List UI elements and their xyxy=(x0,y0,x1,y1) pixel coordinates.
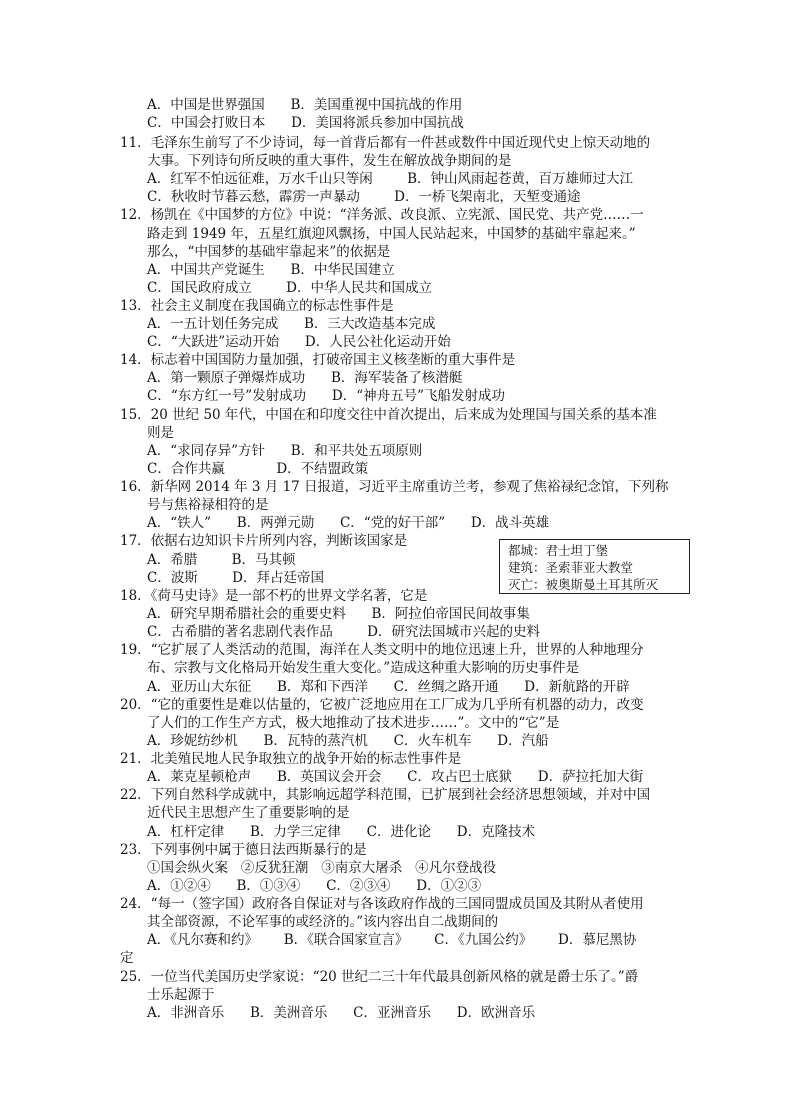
q15-stem-1: 15．20 世纪 50 年代，中国在和印度交往中首次提出，后来成为处理国与国关系的基本准 xyxy=(120,407,657,423)
q12-stem-2: 路走到 1949 年，五星红旗迎风飘扬，中国人民站起来，中国梦的基础牢靠起来。” xyxy=(147,226,636,242)
q25-stem-2: 士乐起源于 xyxy=(147,987,215,1003)
q25-stem-1: 25．一位当代美国历史学家说：“20 世纪二三十年代最具创新风格的就是爵士乐了。”爵 xyxy=(120,969,639,985)
q21-options-1: A．莱克星顿枪声 B．英国议会开会 C．攻占巴士底狱 D．萨拉托加大街 xyxy=(147,769,644,785)
q24-options-2: 定 xyxy=(120,950,134,966)
q17-options-2: C．波斯 D．拜占廷帝国 xyxy=(147,570,324,586)
q16-stem-2: 号与焦裕禄相符的是 xyxy=(147,497,269,513)
q10-options-1: A．中国是世界强国 B．美国重视中国抗战的作用 xyxy=(147,97,463,113)
q23-stem-2: ①国会纵火案 ②反犹狂潮 ③南京大屠杀 ④凡尔登战役 xyxy=(147,860,497,876)
q23-options-1: A．①②④ B．①③④ C．②③④ D．①②③ xyxy=(147,878,482,894)
q18-stem-1: 18．《荷马史诗》是一部不朽的世界文学名著，它是 xyxy=(120,588,428,604)
q12-stem-3: 那么，“中国梦的基础牢靠起来”的依据是 xyxy=(147,244,391,260)
q11-options-1: A．红军不怕远征难，万水千山只等闲 B．钟山风雨起苍黄，百万雄师过大江 xyxy=(147,171,633,187)
q11-stem-2: 大事。下列诗句所反映的重大事件，发生在解放战争期间的是 xyxy=(147,153,512,169)
q24-stem-1: 24．“每一（签字国）政府各自保证对与各该政府作战的三国同盟成员国及其附从者使用 xyxy=(120,896,644,912)
q22-stem-2: 近代民主思想产生了重要影响的是 xyxy=(147,805,350,821)
q15-options-2: C．合作共赢 D．不结盟政策 xyxy=(147,461,369,477)
card-architecture: 建筑：圣索菲亚大教堂 xyxy=(508,560,634,575)
q13-options-2: C．“大跃进”运动开始 D．人民公社化运动开始 xyxy=(147,334,451,350)
q12-stem-1: 12．杨凯在《中国梦的方位》中说：“洋务派、改良派、立宪派、国民党、共产党……一 xyxy=(120,207,644,223)
q19-stem-2: 布、宗教与文化格局开始发生重大变化。”造成这种重大影响的历史事件是 xyxy=(147,660,580,676)
knowledge-card xyxy=(499,539,690,594)
q15-stem-2: 则是 xyxy=(147,425,174,441)
q18-options-2: C．古希腊的著名悲剧代表作品 D．研究法国城市兴起的史料 xyxy=(147,624,540,640)
card-capital: 都城：君士坦丁堡 xyxy=(508,543,609,558)
q20-stem-2: 了人们的工作生产方式，极大地推动了技术进步……”。文中的“它”是 xyxy=(147,715,560,731)
q23-stem-1: 23．下列事例中属于德日法西斯暴行的是 xyxy=(120,842,367,858)
q17-stem-1: 17．依据右边知识卡片所列内容，判断该国家是 xyxy=(120,533,408,549)
q20-stem-1: 20．“它的重要性是难以估量的，它被广泛地应用在工厂成为几乎所有机器的动力，改变 xyxy=(120,697,644,713)
q11-stem-1: 11．毛泽东生前写了不少诗词，每一首背后都有一件甚或数件中国近现代史上惊天动地的 xyxy=(120,135,651,151)
q21-stem-1: 21．北美殖民地人民争取独立的战争开始的标志性事件是 xyxy=(120,751,462,767)
q13-stem-1: 13．社会主义制度在我国确立的标志性事件是 xyxy=(120,298,394,314)
q24-options-1: A．《凡尔赛和约》 B．《联合国家宣言》 C．《九国公约》 D．慕尼黑协 xyxy=(147,932,637,948)
q10-options-2: C．中国会打败日本 D．美国将派兵参加中国抗战 xyxy=(147,115,464,131)
q20-options-1: A．珍妮纺纱机 B．瓦特的蒸汽机 C．火车机车 D．汽船 xyxy=(147,733,549,749)
q15-options-1: A．“求同存异”方针 B．和平共处五项原则 xyxy=(147,443,423,459)
q14-options-1: A．第一颗原子弹爆炸成功 B．海军装备了核潜艇 xyxy=(147,370,463,386)
q25-options-1: A．非洲音乐 B．美洲音乐 C．亚洲音乐 D．欧洲音乐 xyxy=(147,1005,536,1021)
q22-options-1: A．杠杆定律 B．力学三定律 C．进化论 D．克隆技术 xyxy=(147,824,536,840)
q13-options-1: A．一五计划任务完成 B．三大改造基本完成 xyxy=(147,316,436,332)
card-fall: 灭亡：被奥斯曼土耳其所灭 xyxy=(508,577,659,592)
q16-options-1: A．“铁人” B．两弹元勋 C．“党的好干部” D．战斗英雄 xyxy=(147,515,550,531)
q16-stem-1: 16．新华网 2014 年 3 月 17 日报道，习近平主席重访兰考，参观了焦裕禄纪念馆，下列称 xyxy=(120,479,669,495)
q19-options-1: A．亚历山大东征 B．郑和下西洋 C．丝绸之路开通 D．新航路的开辟 xyxy=(147,679,630,695)
q19-stem-1: 19．“它扩展了人类活动的范围，海洋在人类文明中的地位迅速上升，世界的人种地理分 xyxy=(120,642,644,658)
q12-options-1: A．中国共产党诞生 B．中华民国建立 xyxy=(147,262,395,278)
q14-stem-1: 14．标志着中国国防力量加强，打破帝国主义核垄断的重大事件是 xyxy=(120,352,516,368)
q14-options-2: C．“东方红一号”发射成功 D．“神舟五号”飞船发射成功 xyxy=(147,388,506,404)
q11-options-2: C．秋收时节暮云愁，霹雳一声暴动 D．一桥飞架南北，天堑变通途 xyxy=(147,189,581,205)
q24-stem-2: 其全部资源，不论军事的或经济的。”该内容出自二战期间的 xyxy=(147,914,499,930)
q12-options-2: C．国民政府成立 D．中华人民共和国成立 xyxy=(147,280,432,296)
q17-options-1: A．希腊 B．马其顿 xyxy=(147,552,296,568)
q18-options-1: A．研究早期希腊社会的重要史料 B．阿拉伯帝国民间故事集 xyxy=(147,606,530,622)
q22-stem-1: 22．下列自然科学成就中，其影响远超学科范围，已扩展到社会经济思想领域，并对中国 xyxy=(120,787,651,803)
